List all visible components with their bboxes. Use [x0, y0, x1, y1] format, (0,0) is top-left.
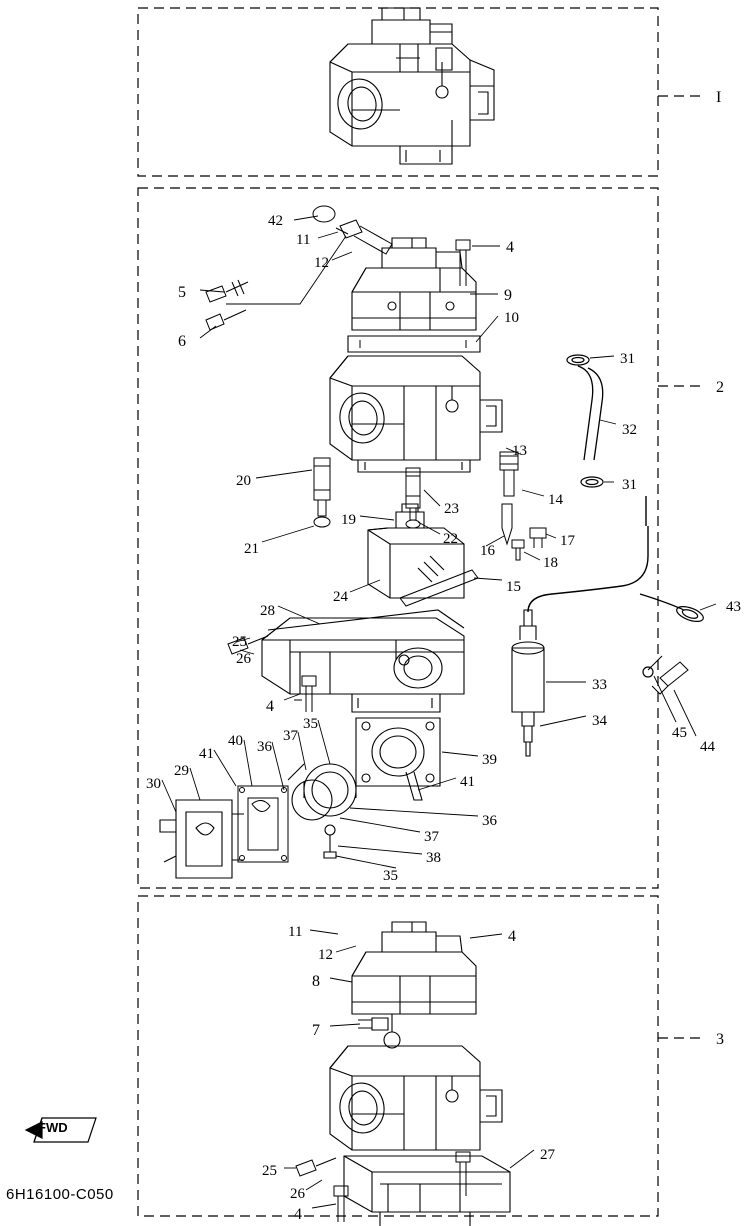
callout-number: 26 — [290, 1186, 305, 1202]
group-3-boundary — [138, 896, 658, 1216]
callout-number: 36 — [482, 813, 497, 829]
callout-number: 4 — [294, 1206, 302, 1223]
callout-number: 16 — [480, 543, 495, 559]
callout-number: 43 — [726, 599, 741, 615]
callout-number: 18 — [543, 555, 558, 571]
callout-number: 21 — [244, 541, 259, 557]
callout-number: 20 — [236, 473, 251, 489]
callout-number: 31 — [620, 351, 635, 367]
fwd-direction-marker: FWD — [38, 1120, 68, 1135]
callout-number: 38 — [426, 850, 441, 866]
callout-number: 25 — [262, 1163, 277, 1179]
callout-number: 14 — [548, 492, 563, 508]
callout-number: 41 — [199, 746, 214, 762]
callout-number: 4 — [266, 698, 274, 715]
callout-number: 6 — [178, 333, 186, 350]
callout-number: 5 — [178, 284, 186, 301]
callout-number: 4 — [508, 928, 516, 945]
callout-number: 10 — [504, 310, 519, 326]
callout-number: 12 — [318, 947, 333, 963]
callout-number: 11 — [288, 924, 303, 940]
callout-number: 12 — [314, 255, 329, 271]
callout-number: 4 — [506, 239, 514, 256]
callout-number: 35 — [303, 716, 318, 732]
callout-number: 9 — [504, 287, 512, 304]
callout-number: 17 — [560, 533, 575, 549]
callout-number: 19 — [341, 512, 356, 528]
callout-number: 41 — [460, 774, 475, 790]
callout-number: 8 — [312, 973, 320, 990]
callout-number: 2 — [716, 379, 724, 396]
callout-number: 37 — [424, 829, 439, 845]
callout-number: 13 — [512, 443, 527, 459]
callout-number: 15 — [506, 579, 521, 595]
callout-number: 24 — [333, 589, 348, 605]
callout-number: 42 — [268, 213, 283, 229]
group-1-boundary — [138, 8, 658, 176]
callout-number: 27 — [540, 1147, 555, 1163]
callout-number: I — [716, 89, 722, 106]
callout-number: 7 — [312, 1022, 320, 1039]
callout-number: 30 — [146, 776, 161, 792]
group-2-boundary — [138, 188, 658, 888]
callout-number: 28 — [260, 603, 275, 619]
callout-number: 39 — [482, 752, 497, 768]
callout-number: 3 — [716, 1031, 724, 1048]
callout-number: 23 — [444, 501, 459, 517]
callout-number: 36 — [257, 739, 272, 755]
callout-number: 32 — [622, 422, 637, 438]
callout-number: 34 — [592, 713, 607, 729]
callout-number: 44 — [700, 739, 715, 755]
callout-number: 26 — [236, 651, 251, 667]
callout-number: 25 — [232, 634, 247, 650]
part-code-label: 6H16100-C050 — [6, 1186, 114, 1203]
callout-number: 31 — [622, 477, 637, 493]
callout-number: 29 — [174, 763, 189, 779]
callout-number: 22 — [443, 531, 458, 547]
callout-number: 11 — [296, 232, 311, 248]
callout-number: 35 — [383, 868, 398, 884]
callout-number: 37 — [283, 728, 298, 744]
callout-number: 40 — [228, 733, 243, 749]
callout-number: 45 — [672, 725, 687, 741]
callout-number: 33 — [592, 677, 607, 693]
